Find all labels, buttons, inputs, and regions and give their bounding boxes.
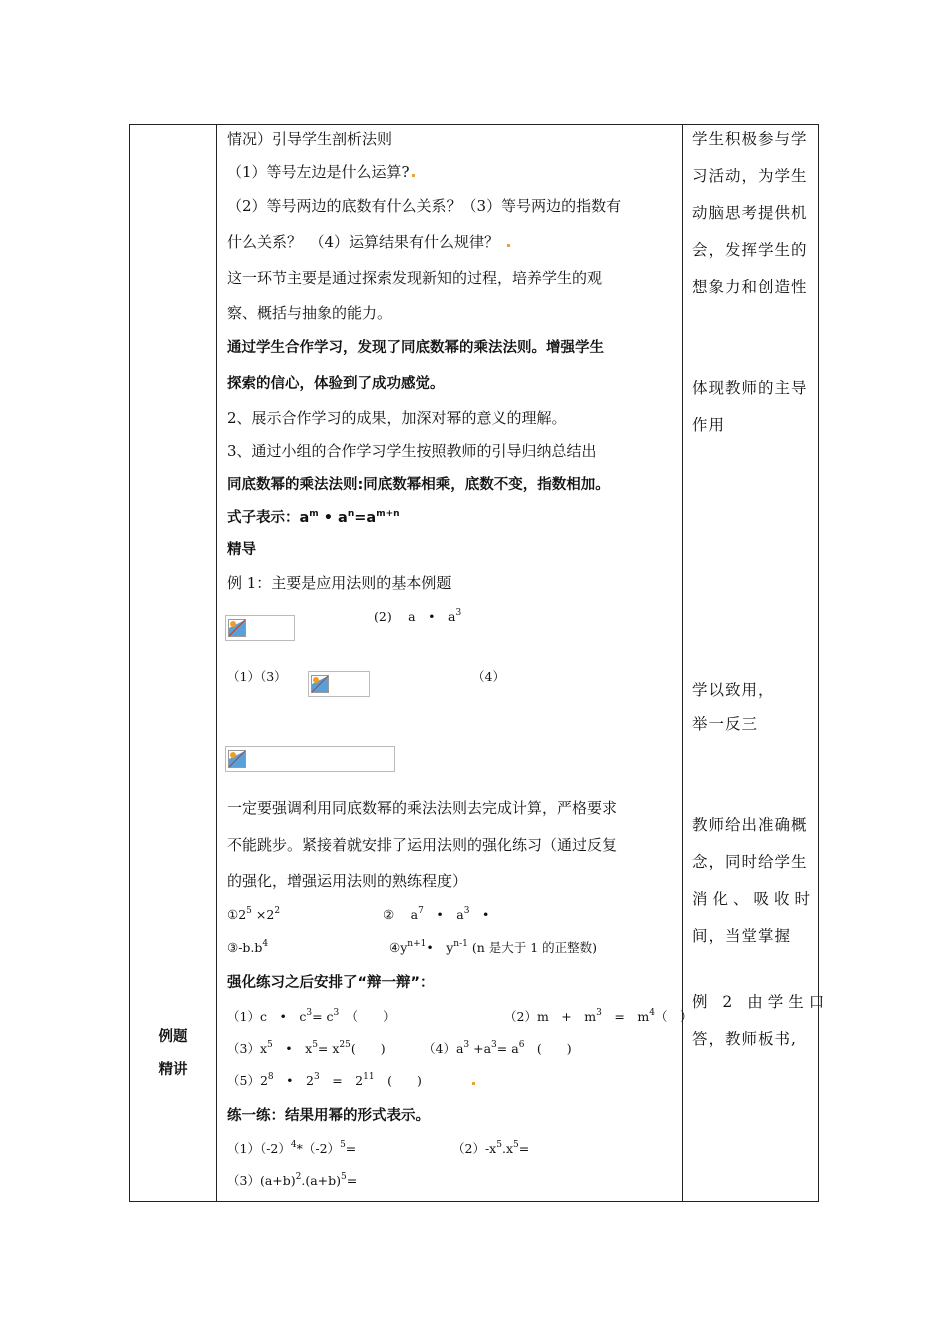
exercise-item-2 xyxy=(452,1139,529,1159)
debate-item-3 xyxy=(227,1039,386,1059)
exponent: 3 xyxy=(463,906,470,916)
broken-image-icon xyxy=(311,675,329,693)
exponent: 25 xyxy=(339,1040,351,1050)
bold-text-line: 探索的信心，体验到了成功感觉。 xyxy=(227,376,445,392)
debate-text: = 2 xyxy=(319,1073,364,1088)
note-line: 体现教师的主导 xyxy=(692,379,808,397)
text-line: 一定要强调利用同底数幂的乘法法则去完成计算，严格要求 xyxy=(227,799,618,817)
debate-heading: 强化练习之后安排了“辩一辩”： xyxy=(227,975,435,991)
practice-text: ①2 xyxy=(227,907,247,922)
text-line xyxy=(227,232,510,252)
middle-column xyxy=(217,125,693,1201)
debate-text: • x xyxy=(272,1041,313,1056)
practice-text: (n 是大于 1 的正整数) xyxy=(467,940,598,955)
exponent: 4 xyxy=(649,1008,655,1018)
text-line: 3、通过小组的合作学习学生按照教师的引导归纳总结出 xyxy=(227,442,597,460)
practice-text: • xyxy=(469,907,490,922)
example-item-4: （4） xyxy=(472,669,505,684)
exercise-text: （1）（-2） xyxy=(227,1141,291,1156)
debate-text: = x xyxy=(317,1041,340,1056)
exponent: 3 xyxy=(333,1008,340,1018)
exponent: m+n xyxy=(376,509,400,519)
practice-item-2 xyxy=(383,905,489,925)
debate-text: ( ) xyxy=(374,1073,422,1088)
note-line: 习活动，为学生 xyxy=(692,167,808,185)
note-line: 想象力和创造性 xyxy=(692,278,808,296)
exponent: 5 xyxy=(340,1140,346,1150)
rule-statement: 同底数幂的乘法法则:同底数幂相乘，底数不变，指数相加。 xyxy=(227,477,610,493)
debate-text: = a xyxy=(496,1041,519,1056)
exponent: 6 xyxy=(518,1040,525,1050)
section-label-line1: 例题 xyxy=(158,1029,188,1045)
exponent: 3 xyxy=(596,1008,602,1018)
debate-text: = m xyxy=(601,1009,650,1024)
exercise-text: .x xyxy=(501,1141,513,1156)
formula-text: =a xyxy=(354,510,377,526)
broken-image xyxy=(225,746,395,772)
debate-text: （1）c • c xyxy=(227,1009,307,1024)
section-label-line2: 精讲 xyxy=(158,1062,188,1078)
practice-text: ③-b.b xyxy=(227,940,263,955)
text-span: （1）等号左边是什么运算? xyxy=(227,163,410,181)
broken-image xyxy=(225,615,295,641)
exponent: n-1 xyxy=(453,939,468,949)
note-line: 举一反三 xyxy=(692,715,759,733)
practice-text: ×2 xyxy=(251,907,275,922)
note-line: 会，发挥学生的 xyxy=(692,241,808,259)
text-line: （2）等号两边的底数有什么关系？（3）等号两边的指数有 xyxy=(227,197,622,215)
note-line: 动脑思考提供机 xyxy=(692,204,808,222)
note-line: 间，当堂掌握 xyxy=(692,927,792,945)
marker-dot xyxy=(507,244,510,247)
exponent: 5 xyxy=(246,906,252,916)
text-line: 2、展示合作学习的成果，加深对幂的意义的理解。 xyxy=(227,409,567,427)
text-line: 察、概括与抽象的能力。 xyxy=(227,304,393,322)
note-line: 学以致用， xyxy=(692,681,775,699)
note-line: 念，同时给学生 xyxy=(692,853,808,871)
debate-text: = c xyxy=(312,1009,334,1024)
exercise-text: （3）(a+b) xyxy=(227,1173,296,1188)
text-span: 什么关系？ （4）运算结果有什么规律？ xyxy=(227,233,500,251)
exponent: 3 xyxy=(463,1040,470,1050)
exercise-text: = xyxy=(345,1141,357,1156)
debate-text: • 2 xyxy=(273,1073,314,1088)
formula-line xyxy=(227,508,400,528)
example-text: (2) a • a xyxy=(374,609,456,624)
practice-item-3 xyxy=(227,938,268,958)
practice-item-4 xyxy=(389,938,597,958)
lesson-table xyxy=(129,124,830,1202)
formula-text: 式子表示：a xyxy=(227,510,310,526)
example-item-1-3: （1）（3） xyxy=(227,669,287,684)
practice-item-1 xyxy=(227,905,280,925)
exponent: n+1 xyxy=(407,939,427,949)
exponent: 2 xyxy=(274,906,281,916)
exercise-text: .(a+b) xyxy=(301,1173,342,1188)
exercise-item-1 xyxy=(227,1139,356,1159)
debate-text: ( ) xyxy=(524,1041,572,1056)
practice-text: • y xyxy=(426,940,454,955)
exponent: 3 xyxy=(313,1072,320,1082)
debate-item-2 xyxy=(504,1007,692,1027)
note-line: 学生积极参与学 xyxy=(692,130,808,148)
exponent: 5 xyxy=(267,1040,273,1050)
exercise-text: （2）-x xyxy=(452,1141,497,1156)
exercise-text: *（-2） xyxy=(296,1141,341,1156)
debate-text: ( ) xyxy=(350,1041,386,1056)
text-line: 不能跳步。紧接着就安排了运用法则的强化练习（通过反复 xyxy=(227,836,618,854)
note-line: 答，教师板书, xyxy=(692,1030,797,1048)
debate-text: （ ） xyxy=(339,1009,396,1024)
exponent: 3 xyxy=(491,1040,497,1050)
example-item-2 xyxy=(374,607,461,627)
exponent: m xyxy=(309,509,319,519)
exercise-text: = xyxy=(518,1141,530,1156)
text-line: 情况）引导学生剖析法则 xyxy=(227,130,393,148)
note-line: 消化、吸收时 xyxy=(692,890,816,908)
exponent: 8 xyxy=(267,1072,274,1082)
debate-text: （ ） xyxy=(654,1009,693,1024)
broken-image xyxy=(308,671,370,697)
note-line: 例 2 由学生口 xyxy=(692,993,830,1011)
exponent: 5 xyxy=(496,1140,502,1150)
marker-dot xyxy=(472,1082,475,1085)
exponent: n xyxy=(347,509,355,519)
exponent: 5 xyxy=(513,1140,519,1150)
debate-text: （4）a xyxy=(423,1041,464,1056)
debate-item-1 xyxy=(227,1007,396,1027)
exponent: 5 xyxy=(341,1172,347,1182)
text-line: 的强化，增强运用法则的熟练程度） xyxy=(227,872,468,890)
exponent: 7 xyxy=(418,906,424,916)
broken-image-icon xyxy=(228,619,246,637)
debate-text: （3）x xyxy=(227,1041,268,1056)
exponent: 11 xyxy=(363,1072,375,1082)
broken-image-icon xyxy=(228,750,246,768)
debate-text: （5）2 xyxy=(227,1073,268,1088)
right-column xyxy=(683,125,830,1201)
note-line: 教师给出准确概 xyxy=(692,816,808,834)
note-line: 作用 xyxy=(692,416,726,434)
formula-text: • a xyxy=(318,510,348,526)
heading-jingdao: 精导 xyxy=(227,542,256,558)
practice-heading: 练一练：结果用幂的形式表示。 xyxy=(227,1108,430,1124)
text-line xyxy=(227,162,415,182)
exercise-item-3 xyxy=(227,1171,357,1191)
exponent: 3 xyxy=(306,1008,313,1018)
exercise-text: = xyxy=(346,1173,358,1188)
marker-dot xyxy=(412,174,415,177)
exponent: 4 xyxy=(290,1140,297,1150)
practice-text: ④y xyxy=(389,940,408,955)
debate-text: +a xyxy=(469,1041,492,1056)
debate-item-4 xyxy=(423,1039,572,1059)
exponent: 4 xyxy=(262,939,269,949)
debate-item-5 xyxy=(227,1071,475,1091)
exponent: 3 xyxy=(455,608,462,618)
bold-text-line: 通过学生合作学习，发现了同底数幂的乘法法则。增强学生 xyxy=(227,340,604,356)
practice-text: • a xyxy=(423,907,464,922)
exponent: 5 xyxy=(312,1040,318,1050)
debate-text: （2）m + m xyxy=(504,1009,597,1024)
text-line: 这一环节主要是通过探索发现新知的过程，培养学生的观 xyxy=(227,269,603,287)
left-column xyxy=(130,125,216,1201)
exponent: 2 xyxy=(295,1172,302,1182)
practice-text: ② a xyxy=(383,907,419,922)
example-intro: 例 1：主要是应用法则的基本例题 xyxy=(227,574,452,592)
